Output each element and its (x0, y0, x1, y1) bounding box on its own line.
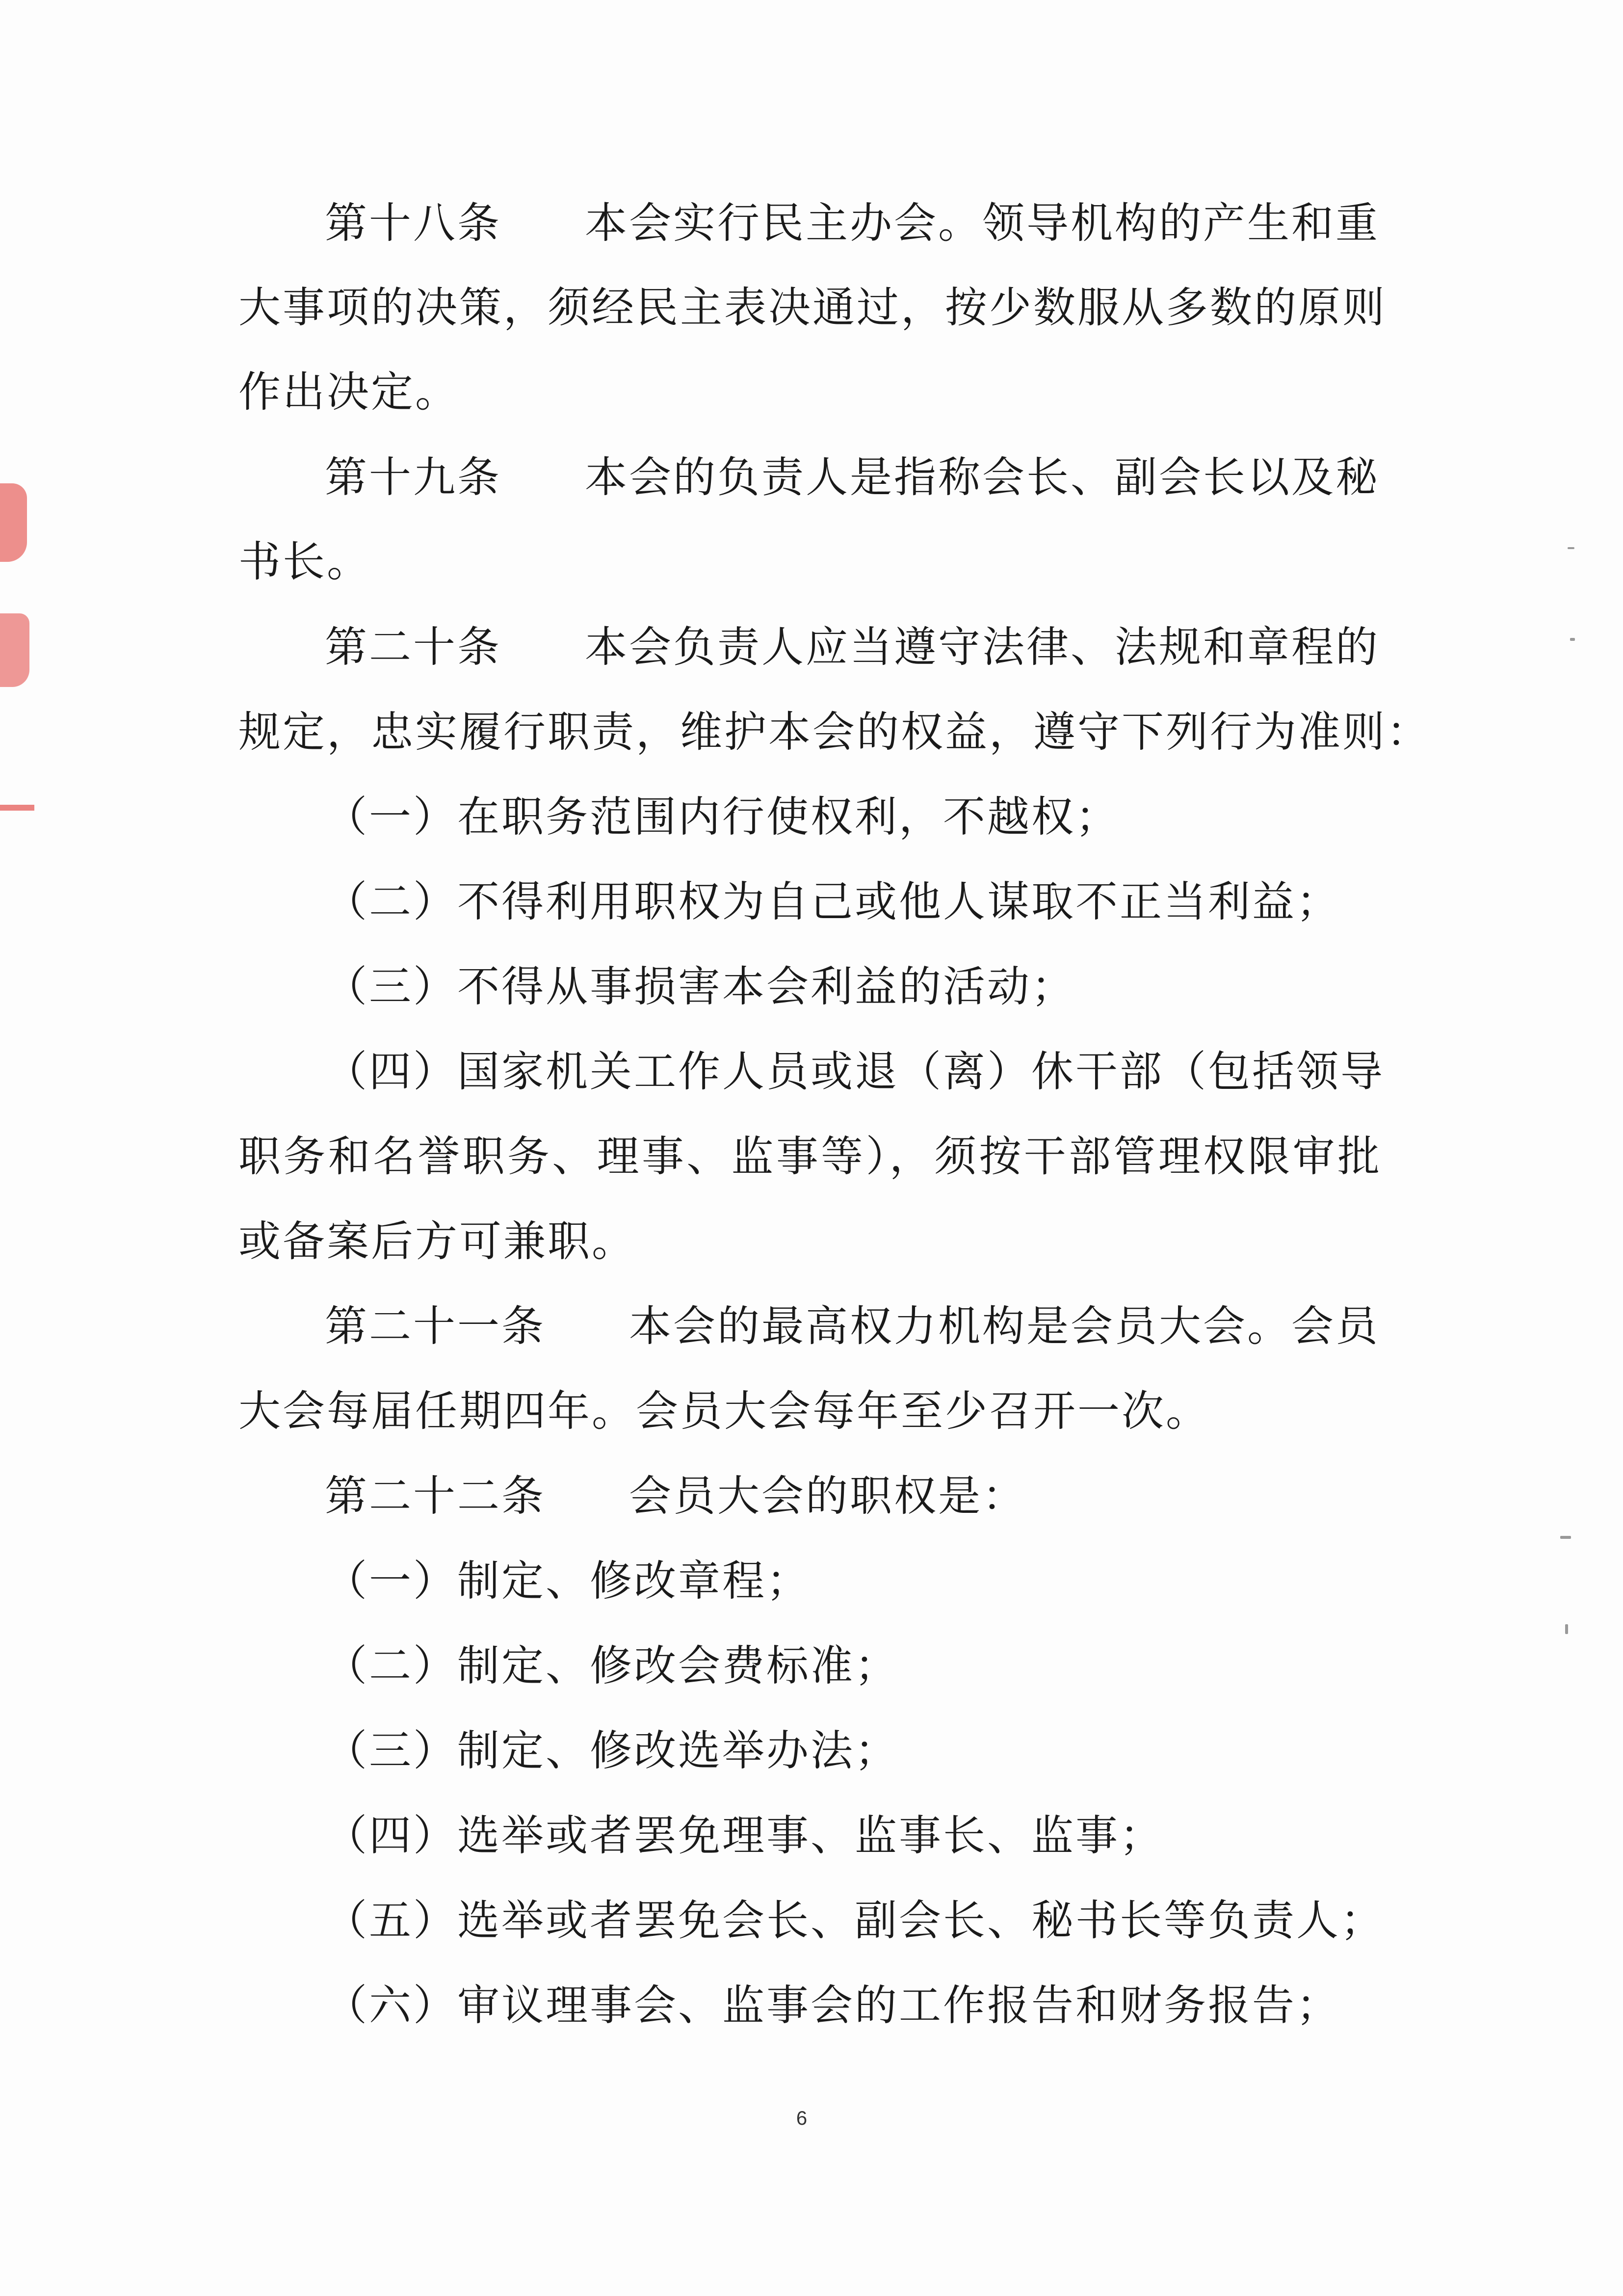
article-20-line-1: 第二十条 本会负责人应当遵守法律、法规和章程的 (325, 623, 1380, 672)
seal-fragment (0, 613, 29, 687)
article-heading: 第二十条 (325, 623, 501, 672)
article-heading: 第二十一条 (325, 1302, 546, 1351)
article-heading: 第二十二条 (325, 1472, 546, 1521)
text-line: 或备案后方可兼职。 (238, 1217, 636, 1266)
text-line: 作出决定。 (238, 368, 459, 417)
list-item: （四）国家机关工作人员或退（离）休干部（包括领导 (325, 1047, 1385, 1096)
article-21-line-1: 第二十一条 本会的最高权力机构是会员大会。会员 (325, 1302, 1380, 1351)
article-heading: 第十八条 (325, 199, 501, 248)
page-number: 6 (796, 2108, 808, 2129)
list-item: （一）制定、修改章程； (325, 1557, 811, 1606)
list-item: （五）选举或者罢免会长、副会长、秘书长等负责人； (325, 1896, 1385, 1945)
list-item: （四）选举或者罢免理事、监事长、监事； (325, 1811, 1164, 1860)
seal-fragment (0, 805, 34, 811)
list-item: （六）审议理事会、监事会的工作报告和财务报告； (325, 1981, 1340, 2030)
article-18-line-1: 第十八条 本会实行民主办会。领导机构的产生和重 (325, 199, 1380, 248)
article-heading: 第十九条 (325, 453, 501, 502)
list-item: （二）制定、修改会费标准； (325, 1641, 899, 1690)
text-line: 大会每届任期四年。会员大会每年至少召开一次。 (238, 1387, 1210, 1436)
scan-speck (1560, 1536, 1571, 1539)
article-19-line-1: 第十九条 本会的负责人是指称会长、副会长以及秘 (325, 453, 1380, 502)
text-line: 规定，忠实履行职责，维护本会的权益，遵守下列行为准则： (238, 708, 1431, 757)
seal-fragment (0, 483, 27, 562)
list-item: （二）不得利用职权为自己或他人谋取不正当利益； (325, 877, 1340, 926)
scan-speck (1570, 638, 1575, 641)
list-item: （三）制定、修改选举办法； (325, 1726, 899, 1775)
text-line: 职务和名誉职务、理事、监事等），须按干部管理权限审批 (238, 1132, 1382, 1181)
scan-speck (1565, 1624, 1568, 1634)
text-line: 大事项的决策，须经民主表决通过，按少数服从多数的原则 (238, 283, 1387, 332)
scan-speck (1568, 547, 1574, 549)
list-item: （三）不得从事损害本会利益的活动； (325, 962, 1075, 1011)
article-22-line-1: 第二十二条 会员大会的职权是： (325, 1472, 1026, 1521)
text-line: 书长。 (238, 537, 371, 586)
list-item: （一）在职务范围内行使权利，不越权； (325, 792, 1120, 842)
